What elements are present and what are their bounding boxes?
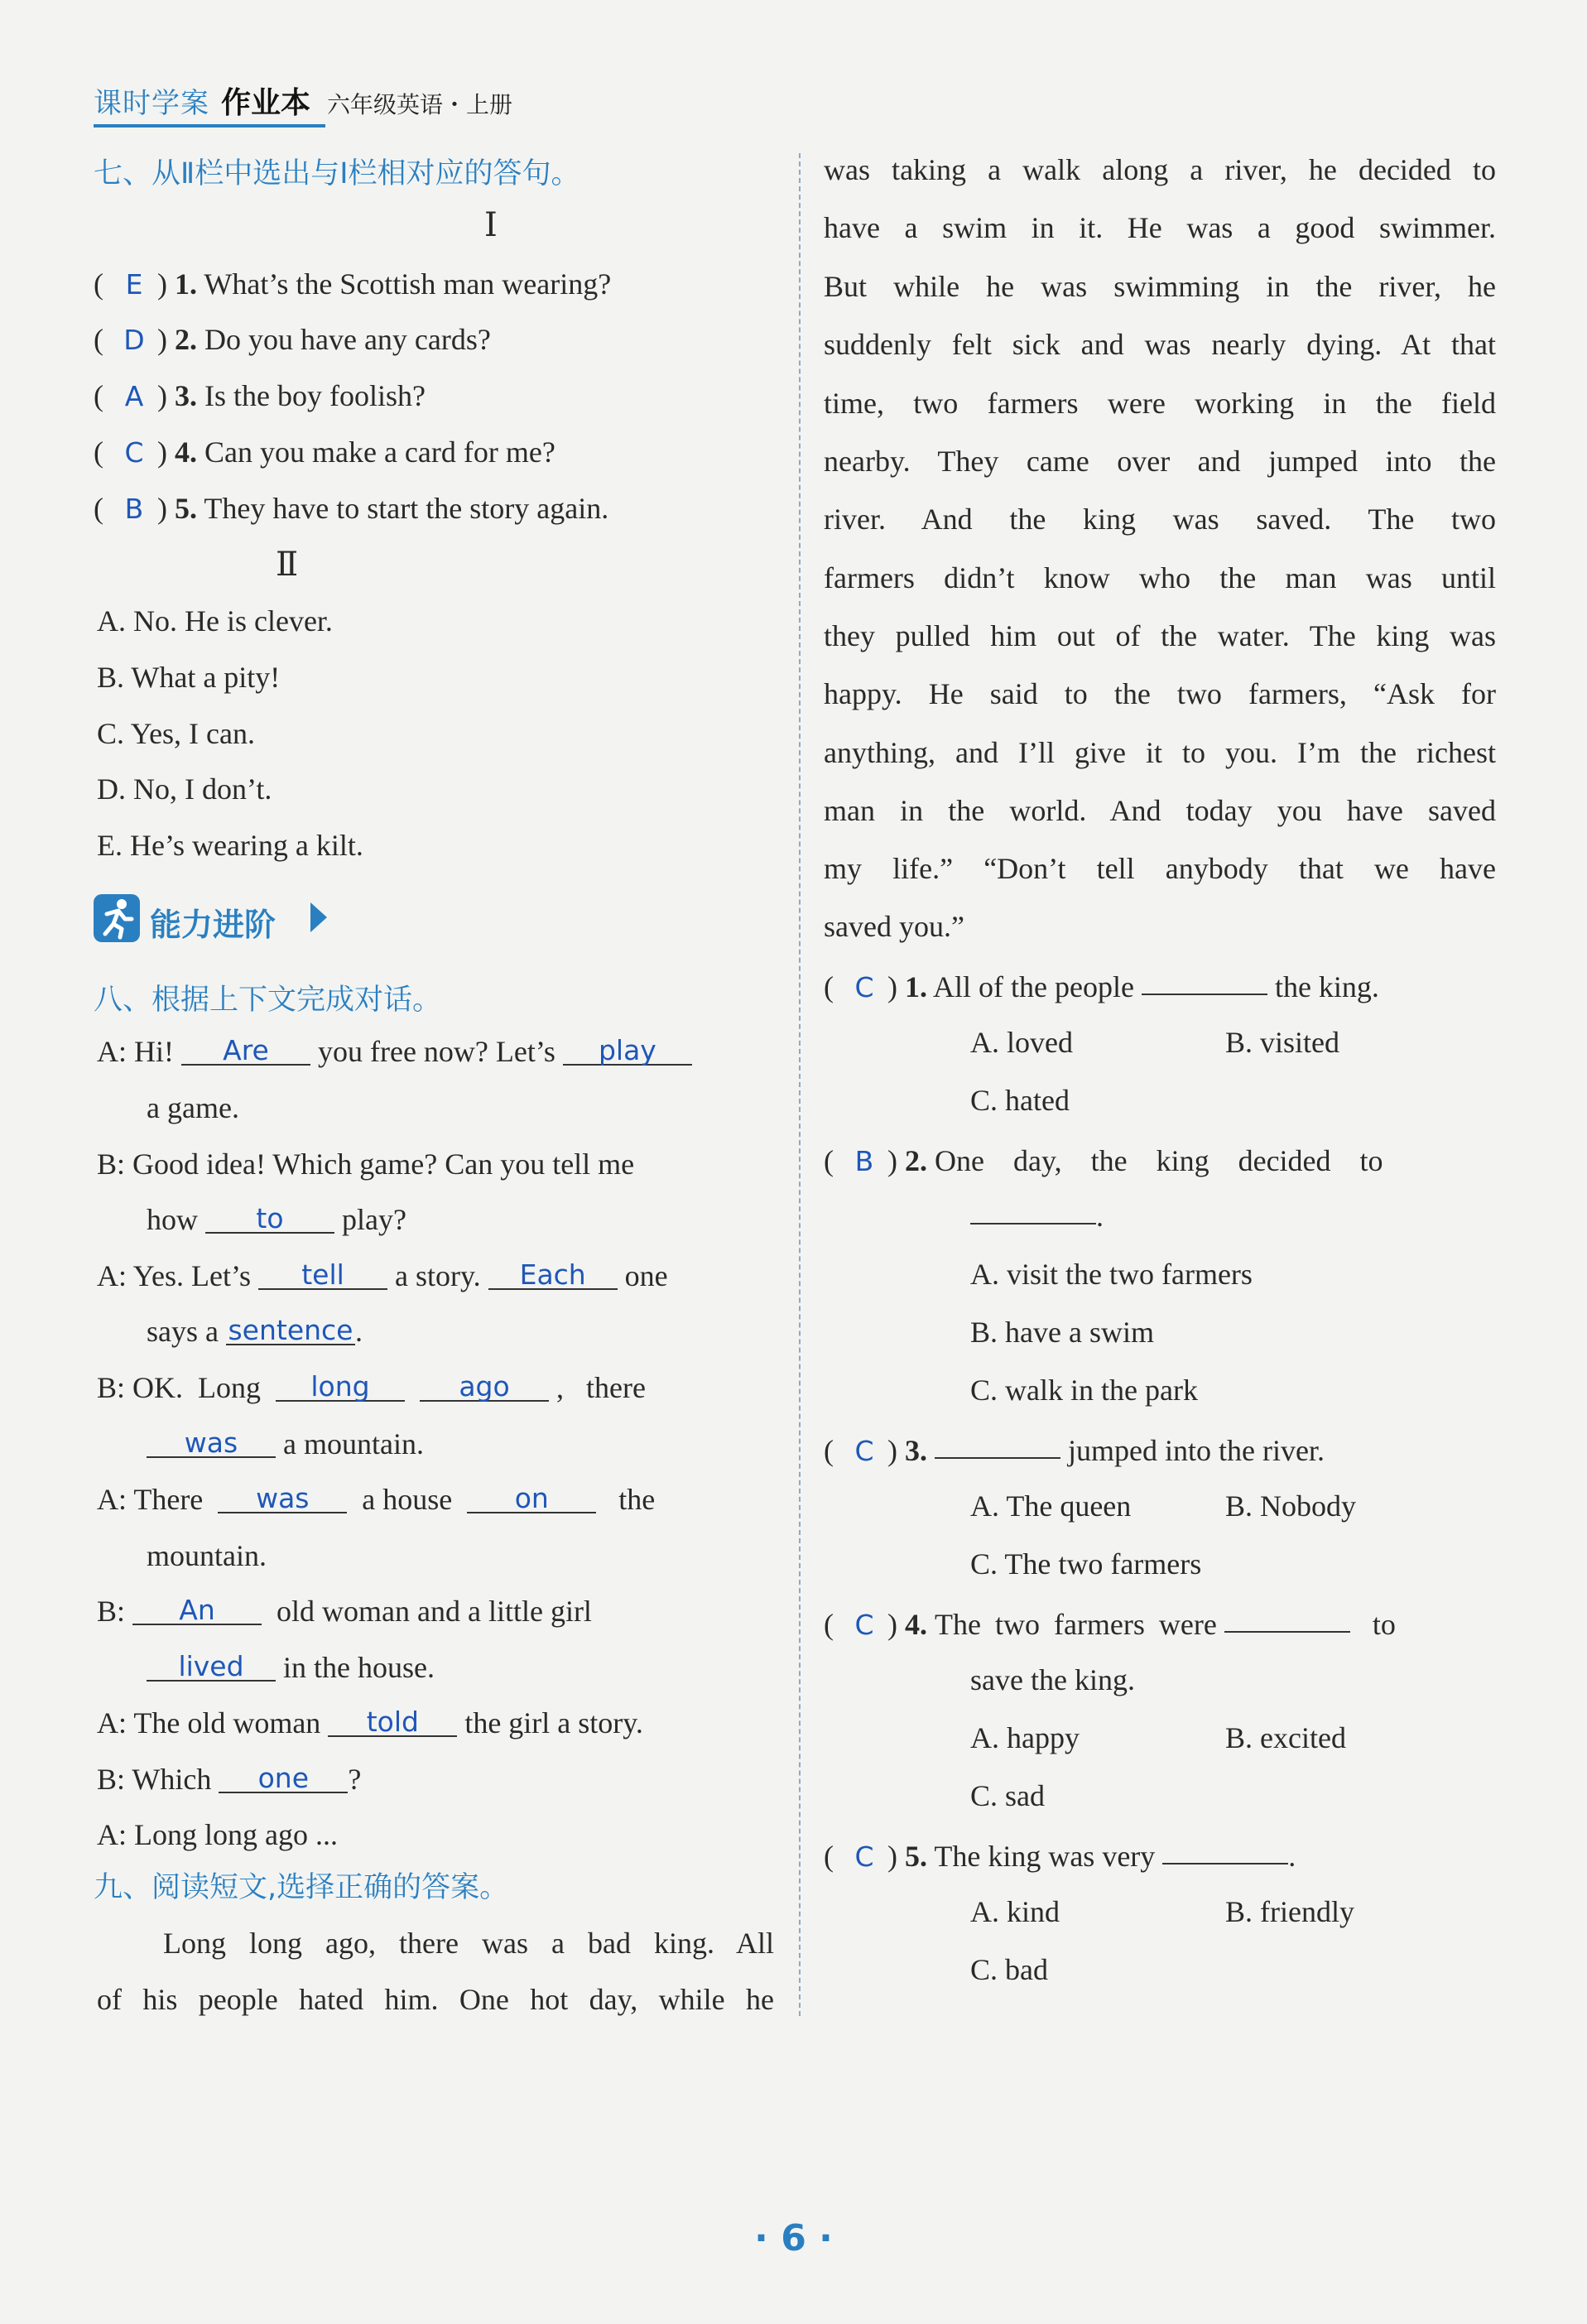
q4-option-c: C. sad	[970, 1779, 1045, 1812]
dialogue-line-4	[147, 1202, 406, 1236]
section-9-title: 九、阅读短文,选择正确的答案。	[94, 1871, 509, 1904]
passage-line: was taking a walk along a river, he decided to	[824, 153, 1496, 186]
q5-option-b: B. friendly	[1225, 1895, 1354, 1928]
item-number: 5.	[175, 492, 197, 525]
passage-line: of his people hated him. One hot day, while he	[97, 1983, 774, 2016]
section-7-title: 七、从Ⅱ栏中选出与Ⅰ栏相对应的答句。	[94, 157, 580, 190]
section-8-title: 八、根据上下文完成对话。	[94, 984, 442, 1017]
header-underline	[94, 124, 325, 128]
answer: B	[124, 493, 144, 525]
answer: E	[125, 268, 143, 301]
line-text: how	[147, 1203, 198, 1236]
question-number: 1.	[905, 970, 927, 1003]
question-stem: All of the people	[933, 970, 1134, 1003]
question-number: 3.	[905, 1434, 927, 1467]
passage-line: farmers didn’t know who the man was until	[824, 561, 1496, 594]
q1-option-c: C. hated	[970, 1084, 1070, 1117]
dialogue-line-7	[97, 1370, 646, 1404]
runner-icon	[94, 894, 140, 942]
item-text: Can you make a card for me?	[204, 435, 555, 469]
q2-option-b: B. have a swim	[970, 1316, 1154, 1349]
question-number: 4.	[905, 1608, 927, 1641]
blank-4: tell	[258, 1261, 387, 1290]
item-number: 2.	[175, 323, 197, 356]
option-d: D. No, I don’t.	[97, 772, 272, 806]
q1-option-b: B. visited	[1225, 1026, 1340, 1059]
q5-option-c: C. bad	[970, 1953, 1048, 1986]
dialogue-line-5	[97, 1258, 668, 1292]
page-number-value: 6	[781, 2217, 806, 2259]
item-text: They have to start the story again.	[204, 492, 609, 525]
question-5: ( C ) 5. The king was very .	[824, 1840, 1296, 1873]
dialogue-line-3: B: Good idea! Which game? Can you tell me	[97, 1148, 635, 1181]
question-4: ( C ) 4. The two farmers were to	[824, 1608, 1396, 1641]
question-stem-end: to	[1372, 1608, 1396, 1641]
line-text: play?	[342, 1203, 406, 1236]
blank-1: Are	[181, 1037, 310, 1066]
question-number: 5.	[905, 1840, 927, 1873]
line-text: you free now? Let’s	[318, 1035, 555, 1068]
match-item-4: ( C ) 4. Can you make a card for me?	[94, 435, 555, 469]
question-2-cont	[970, 1201, 1104, 1231]
question-blank	[1162, 1863, 1288, 1864]
q1-option-a: A. loved	[970, 1026, 1073, 1059]
line-text: the	[618, 1483, 656, 1516]
question-blank	[1142, 994, 1267, 995]
question-stem-end: .	[1096, 1200, 1104, 1233]
blank-8: ago	[420, 1373, 549, 1402]
passage-line: anything, and I’ll give it to you. I’m the richest	[824, 736, 1496, 769]
blank-10: was	[218, 1484, 347, 1513]
passage-line: my life.” “Don’t tell anybody that we have	[824, 852, 1496, 885]
blank-3: to	[205, 1205, 334, 1234]
q3-option-b: B. Nobody	[1225, 1489, 1357, 1523]
passage-line: But while he was swimming in the river, he	[824, 270, 1496, 303]
answer: A	[124, 380, 144, 412]
question-stem: The two farmers were	[935, 1608, 1217, 1641]
blank-15: one	[219, 1764, 348, 1793]
book-title: 作业本	[221, 86, 311, 120]
item-text: What’s the Scottish man wearing?	[204, 267, 612, 301]
blank-7: long	[276, 1373, 405, 1402]
line-text: ,	[556, 1371, 565, 1404]
line-text: in the house.	[283, 1651, 435, 1684]
q4-option-b: B. excited	[1225, 1721, 1346, 1754]
q5-option-a: A. kind	[970, 1895, 1060, 1928]
dialogue-line-15: A: Long long ago ...	[97, 1818, 338, 1851]
question-blank	[1224, 1631, 1350, 1633]
line-text: A: The old woman	[97, 1706, 321, 1739]
column-2-label: Ⅱ	[276, 546, 299, 583]
page-header	[94, 79, 512, 124]
blank-5: Each	[488, 1261, 618, 1290]
line-text: a house	[362, 1483, 453, 1516]
blank-11: on	[467, 1484, 596, 1513]
line-text: ?	[348, 1763, 362, 1796]
item-number: 4.	[175, 435, 197, 469]
blank-6: sentence	[226, 1316, 355, 1345]
question-stem: One day, the king decided to	[935, 1144, 1383, 1177]
badge-arrow-icon	[310, 902, 327, 932]
passage-line: time, two farmers were working in the field	[824, 387, 1496, 420]
answer: C	[124, 436, 144, 469]
line-text: there	[586, 1371, 646, 1404]
passage-line: they pulled him out of the water. The king was	[824, 619, 1496, 652]
badge-label: 能力进阶	[150, 907, 277, 943]
line-text: a mountain.	[283, 1427, 424, 1460]
line-text: A: There	[97, 1483, 204, 1516]
blank-14: told	[328, 1708, 457, 1737]
item-text: Do you have any cards?	[204, 323, 491, 356]
column-1-label: Ⅰ	[484, 206, 498, 243]
blank-2: play	[563, 1037, 692, 1066]
dialogue-line-13	[97, 1708, 643, 1739]
blank-13: lived	[147, 1653, 276, 1682]
blank-12: An	[132, 1596, 262, 1625]
match-item-1: ( E ) 1. What’s the Scottish man wearing?	[94, 267, 612, 301]
answer: C	[854, 1609, 874, 1641]
line-text: the girl a story.	[464, 1706, 643, 1739]
line-text: Long	[198, 1371, 262, 1404]
option-b: B. What a pity!	[97, 661, 281, 694]
dialogue-line-9	[97, 1484, 655, 1515]
answer: C	[854, 1435, 874, 1467]
dialogue-line-1	[97, 1034, 692, 1068]
blank-9: was	[147, 1429, 276, 1458]
line-text: one	[624, 1259, 668, 1292]
line-text: B: Which	[97, 1763, 212, 1796]
q2-option-c: C. walk in the park	[970, 1374, 1198, 1407]
page-number: · 6 ·	[754, 2217, 833, 2259]
dialogue-line-6	[147, 1316, 363, 1347]
dialogue-line-12	[147, 1650, 435, 1684]
answer: B	[854, 1145, 874, 1177]
dialogue-line-11	[97, 1596, 592, 1627]
q2-option-a: A. visit the two farmers	[970, 1258, 1253, 1291]
line-text: says a	[147, 1315, 219, 1348]
option-e: E. He’s wearing a kilt.	[97, 829, 363, 862]
line-text: B: OK.	[97, 1371, 184, 1404]
line-text: A: Yes. Let’s	[97, 1259, 252, 1292]
item-number: 3.	[175, 379, 197, 412]
line-text: old woman and a little girl	[277, 1595, 592, 1628]
grade-label: 六年级英语・上册	[327, 91, 513, 118]
question-blank	[935, 1457, 1060, 1459]
option-c: C. Yes, I can.	[97, 717, 256, 750]
passage-line: man in the world. And today you have saved	[824, 794, 1496, 827]
series-title: 课时学案	[94, 87, 209, 120]
question-stem-end: jumped into the river.	[1068, 1434, 1325, 1467]
passage-line: nearby. They came over and jumped into the	[824, 445, 1496, 478]
dialogue-line-14	[97, 1764, 361, 1795]
dialogue-line-2: a game.	[147, 1091, 239, 1124]
q3-option-c: C. The two farmers	[970, 1547, 1202, 1581]
question-4-cont: save the king.	[970, 1663, 1135, 1696]
question-3: ( C ) 3. jumped into the river.	[824, 1434, 1325, 1467]
option-a: A. No. He is clever.	[97, 604, 333, 638]
passage-line: have a swim in it. He was a good swimmer.	[824, 211, 1496, 244]
dialogue-line-8	[147, 1429, 424, 1460]
question-1: ( C ) 1. All of the people the king.	[824, 970, 1379, 1003]
passage-line: saved you.”	[824, 910, 964, 943]
line-text: a story.	[395, 1259, 481, 1292]
match-item-2: ( D ) 2. Do you have any cards?	[94, 323, 491, 356]
question-stem: The king was very	[934, 1840, 1156, 1873]
column-divider	[799, 153, 801, 2016]
line-text: A: Hi!	[97, 1035, 174, 1068]
answer: C	[854, 1840, 874, 1873]
ability-badge	[94, 894, 334, 945]
question-stem-end: the king.	[1274, 970, 1379, 1003]
answer: D	[123, 324, 145, 356]
question-number: 2.	[905, 1144, 927, 1177]
q3-option-a: A. The queen	[970, 1489, 1132, 1523]
question-2: ( B ) 2. One day, the king decided to	[824, 1144, 1383, 1177]
passage-line: happy. He said to the two farmers, “Ask for	[824, 677, 1496, 710]
passage-line: Long long ago, there was a bad king. All	[163, 1927, 774, 1960]
match-item-5: ( B ) 5. They have to start the story again.	[94, 492, 609, 525]
passage-line: river. And the king was saved. The two	[824, 503, 1496, 536]
q4-option-a: A. happy	[970, 1721, 1080, 1754]
answer: C	[854, 971, 874, 1003]
question-blank	[970, 1223, 1096, 1225]
line-text: B:	[97, 1595, 126, 1628]
dialogue-line-10: mountain.	[147, 1539, 267, 1572]
passage-line: suddenly felt sick and was nearly dying. At that	[824, 328, 1496, 361]
line-text: .	[354, 1315, 363, 1348]
question-stem-end: .	[1288, 1840, 1296, 1873]
match-item-3: ( A ) 3. Is the boy foolish?	[94, 379, 426, 412]
item-text: Is the boy foolish?	[204, 379, 426, 412]
item-number: 1.	[175, 267, 197, 301]
